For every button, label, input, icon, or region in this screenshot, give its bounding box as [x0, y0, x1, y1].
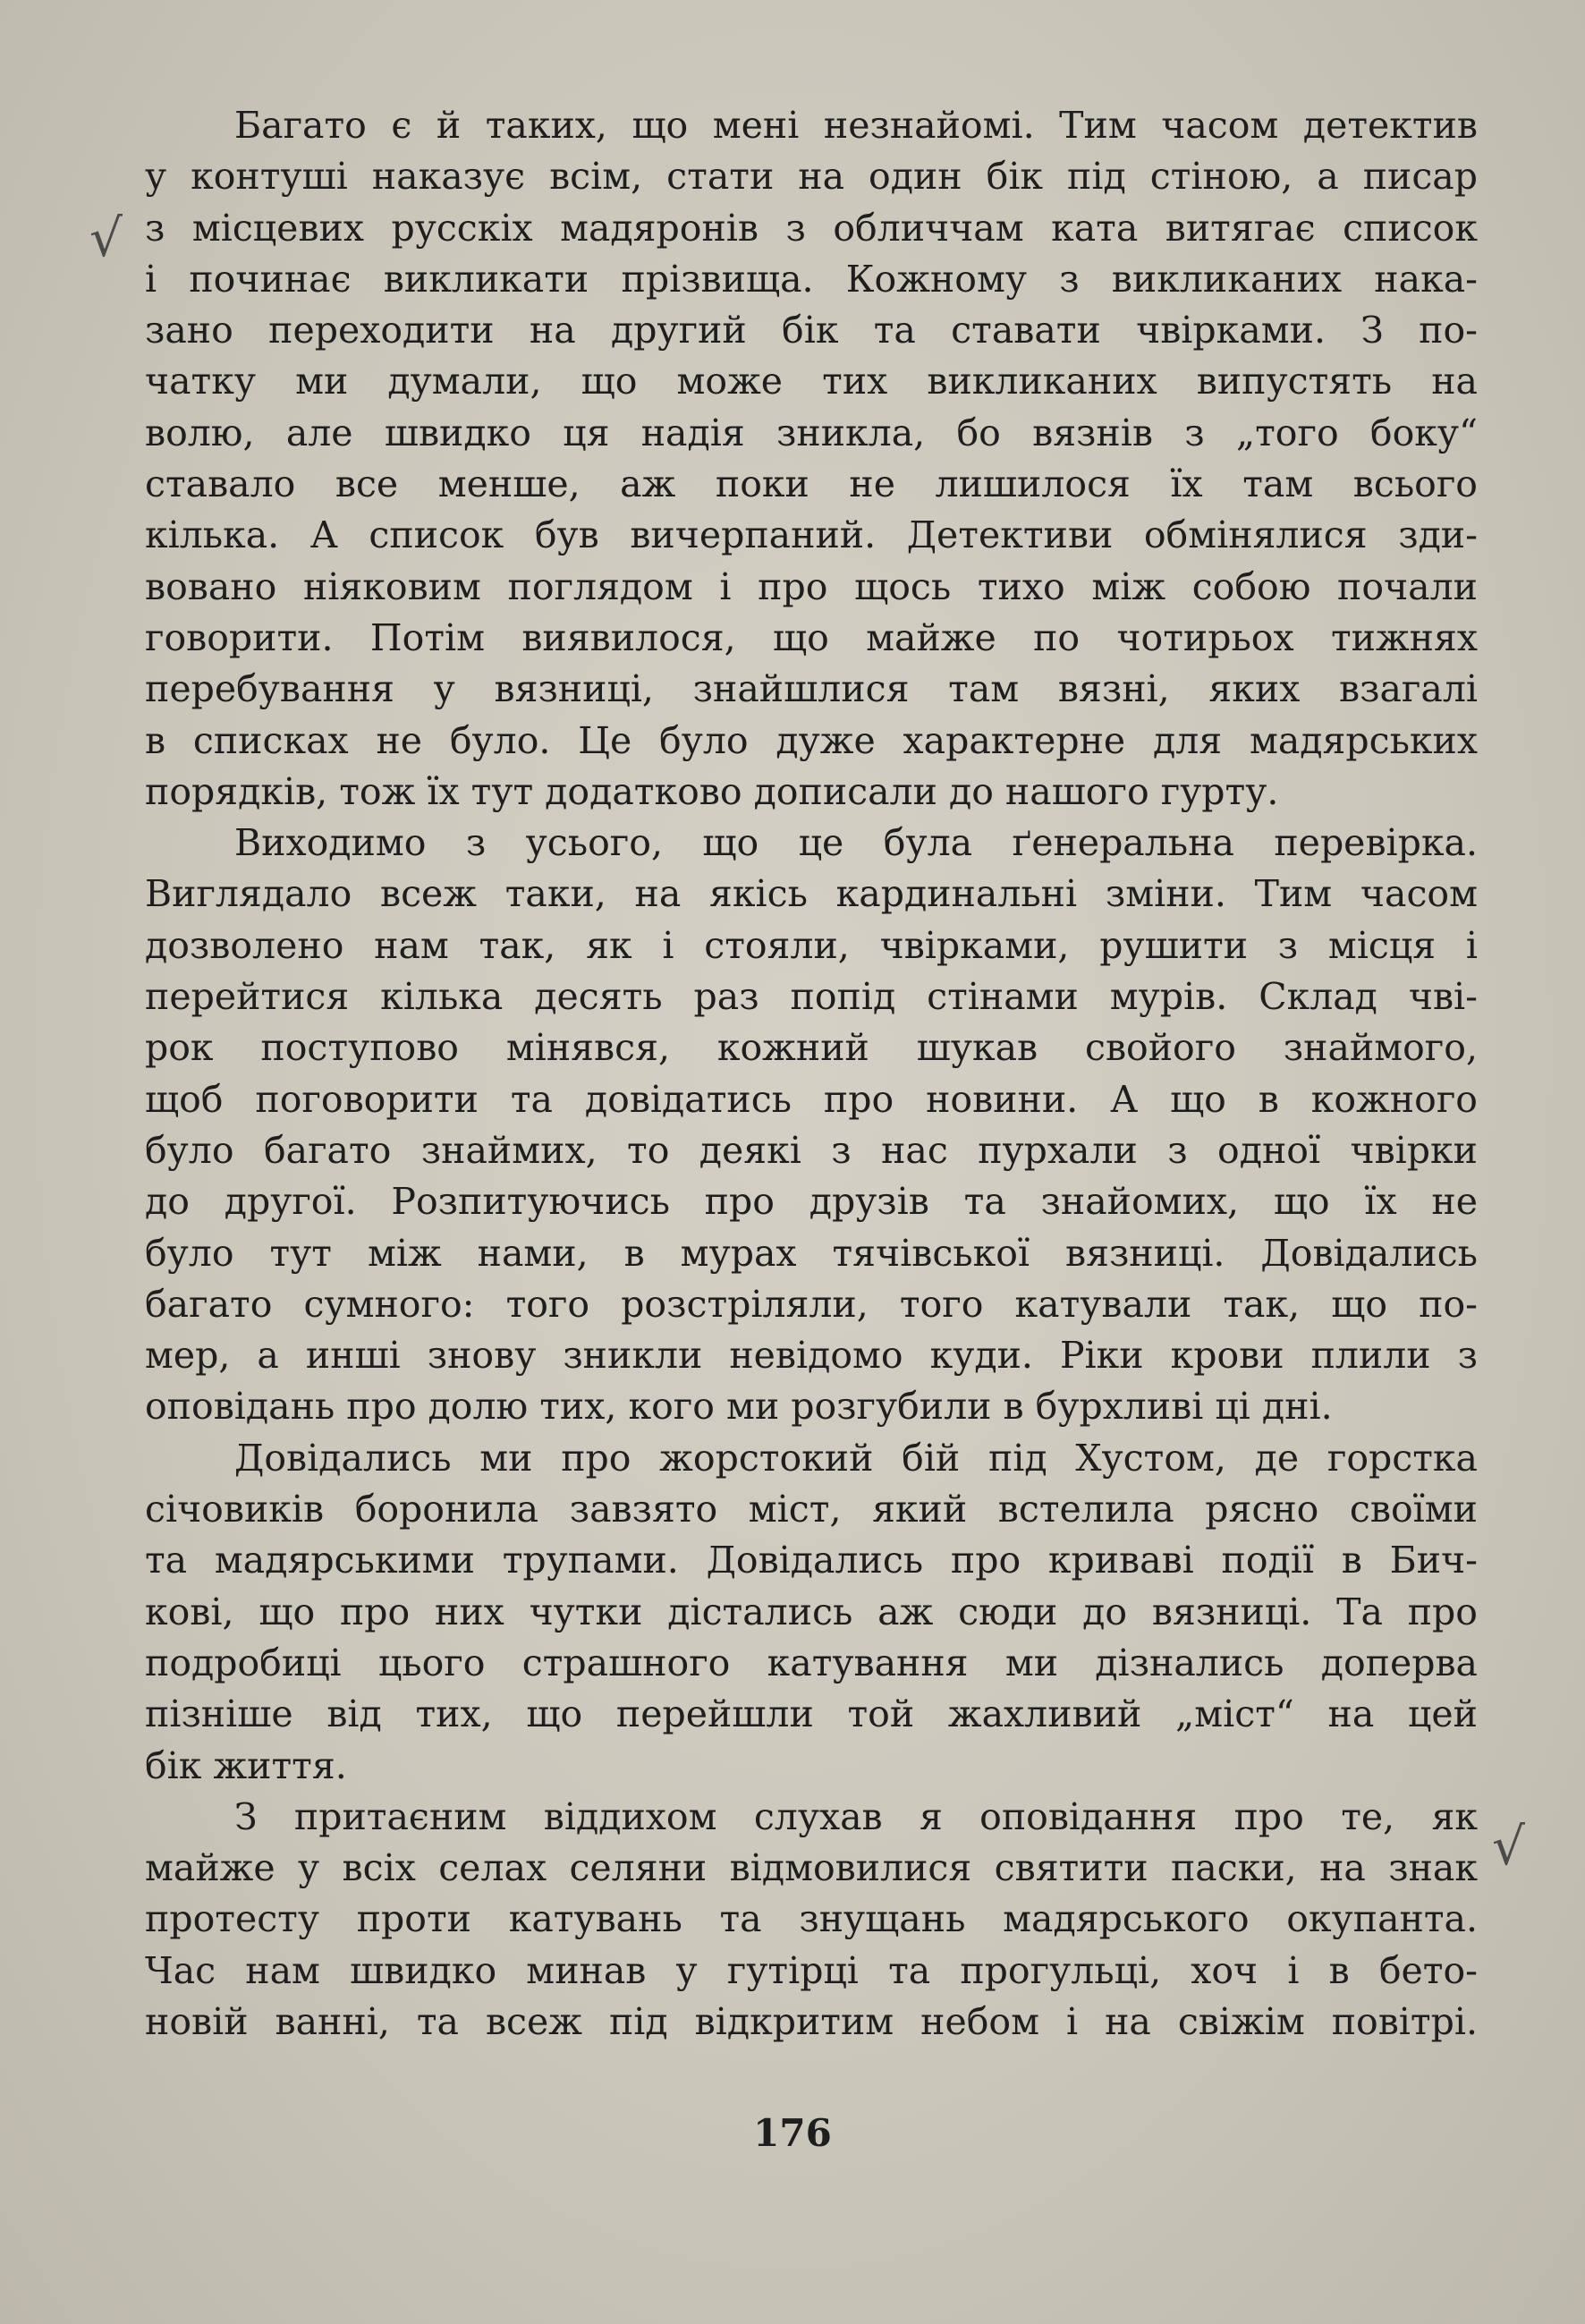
text-line: бік життя. — [145, 1743, 347, 1787]
text-line: дозволено нам так, як і стояли, чвірками, рушити з місця і — [145, 923, 1478, 967]
text-line: говорити. Потім виявилося, що майже по чотирьох тижнях — [145, 615, 1478, 659]
text-line: до другої. Розпитуючись про друзів та знайомих, що їх не — [145, 1180, 1478, 1224]
text-line: у контуші наказує всім, стати на один бік під стіною, а писар — [145, 155, 1478, 199]
text-line: протесту проти катувань та знущань мадярського окупанта. — [145, 1897, 1478, 1941]
text-line: волю, але швидко ця надія зникла, бо вязнів з „того боку“ — [145, 411, 1478, 454]
text-line: кілька. А список був вичерпаний. Детективи обмінялися зди- — [145, 513, 1478, 557]
text-line: кові, що про них чутки дістались аж сюди до вязниці. Та про — [145, 1590, 1478, 1633]
text-line: щоб поговорити та довідатись про новини. А що в кожного — [145, 1077, 1478, 1121]
text-line: зано переходити на другий бік та ставати чвірками. З по- — [145, 309, 1478, 352]
text-line: в списках не було. Це було дуже характерне для мадярських — [145, 718, 1478, 762]
text-line: з місцевих русскіх мадяронів з обличчам ката витягає список — [145, 206, 1478, 250]
checkmark-icon: √ — [89, 208, 123, 268]
text-line: ставало все менше, аж поки не лишилося їх там всього — [145, 462, 1478, 506]
text-line: вовано ніяковим поглядом і про щось тихо між собою почали — [145, 564, 1478, 608]
text-line: подробиці цього страшного катування ми дізнались доперва — [145, 1641, 1478, 1684]
text-line: багато сумного: того розстріляли, того катували так, що по- — [145, 1282, 1478, 1326]
text-line: Час нам швидко минав у гутірці та прогульці, хоч і в бето- — [145, 1948, 1478, 1992]
text-line: рок поступово мінявся, кожний шукав свойого знаймого, — [145, 1026, 1478, 1070]
text-line: порядків, тож їх тут додатково дописали до нашого гурту. — [145, 769, 1279, 813]
text-line: З притаєним віддихом слухав я оповідання про те, як — [234, 1794, 1478, 1838]
text-line: Довідались ми про жорстокий бій під Хустом, де горстка — [234, 1436, 1478, 1480]
text-line: і починає викликати прізвища. Кожному з викликаних нака- — [145, 257, 1478, 301]
page-number: 176 — [753, 2111, 832, 2155]
text-line: мер, а инші знову зникли невідомо куди. Ріки крови плили з — [145, 1334, 1478, 1378]
text-line: перейтися кілька десять раз попід стінами мурів. Склад чві- — [145, 975, 1478, 1019]
text-line: було багато знаймих, то деякі з нас пурхали з одної чвірки — [145, 1128, 1478, 1172]
text-line: січовиків боронила завзято міст, який встелила рясно своїми — [145, 1488, 1478, 1531]
checkmark-icon: √ — [1492, 1816, 1525, 1877]
text-line: оповідань про долю тих, кого ми розгубили в бурхливі ці дні. — [145, 1385, 1333, 1429]
body-text — [145, 100, 1478, 2048]
text-line: новій ванні, та всеж під відкритим небом і на свіжім повітрі. — [145, 1999, 1478, 2043]
text-line: пізніше від тих, що перейшли той жахливий „міст“ на цей — [145, 1692, 1478, 1736]
text-line: було тут між нами, в мурах тячівської вязниці. Довідались — [145, 1231, 1478, 1275]
text-line: Виглядало всеж таки, на якісь кардинальні зміни. Тим часом — [145, 872, 1478, 916]
text-line: Багато є й таких, що мені незнайомі. Тим часом детектив — [234, 104, 1478, 147]
text-line: Виходимо з усього, що це була ґенеральна перевірка. — [234, 821, 1478, 865]
text-line: перебування у вязниці, знайшлися там вязні, яких взагалі — [145, 667, 1478, 711]
text-line: чатку ми думали, що може тих викликаних випустять на — [145, 360, 1478, 403]
text-line: майже у всіх селах селяни відмовилися святити паски, на знак — [145, 1846, 1478, 1890]
text-line: та мадярськими трупами. Довідались про криваві події в Бич- — [145, 1539, 1478, 1582]
